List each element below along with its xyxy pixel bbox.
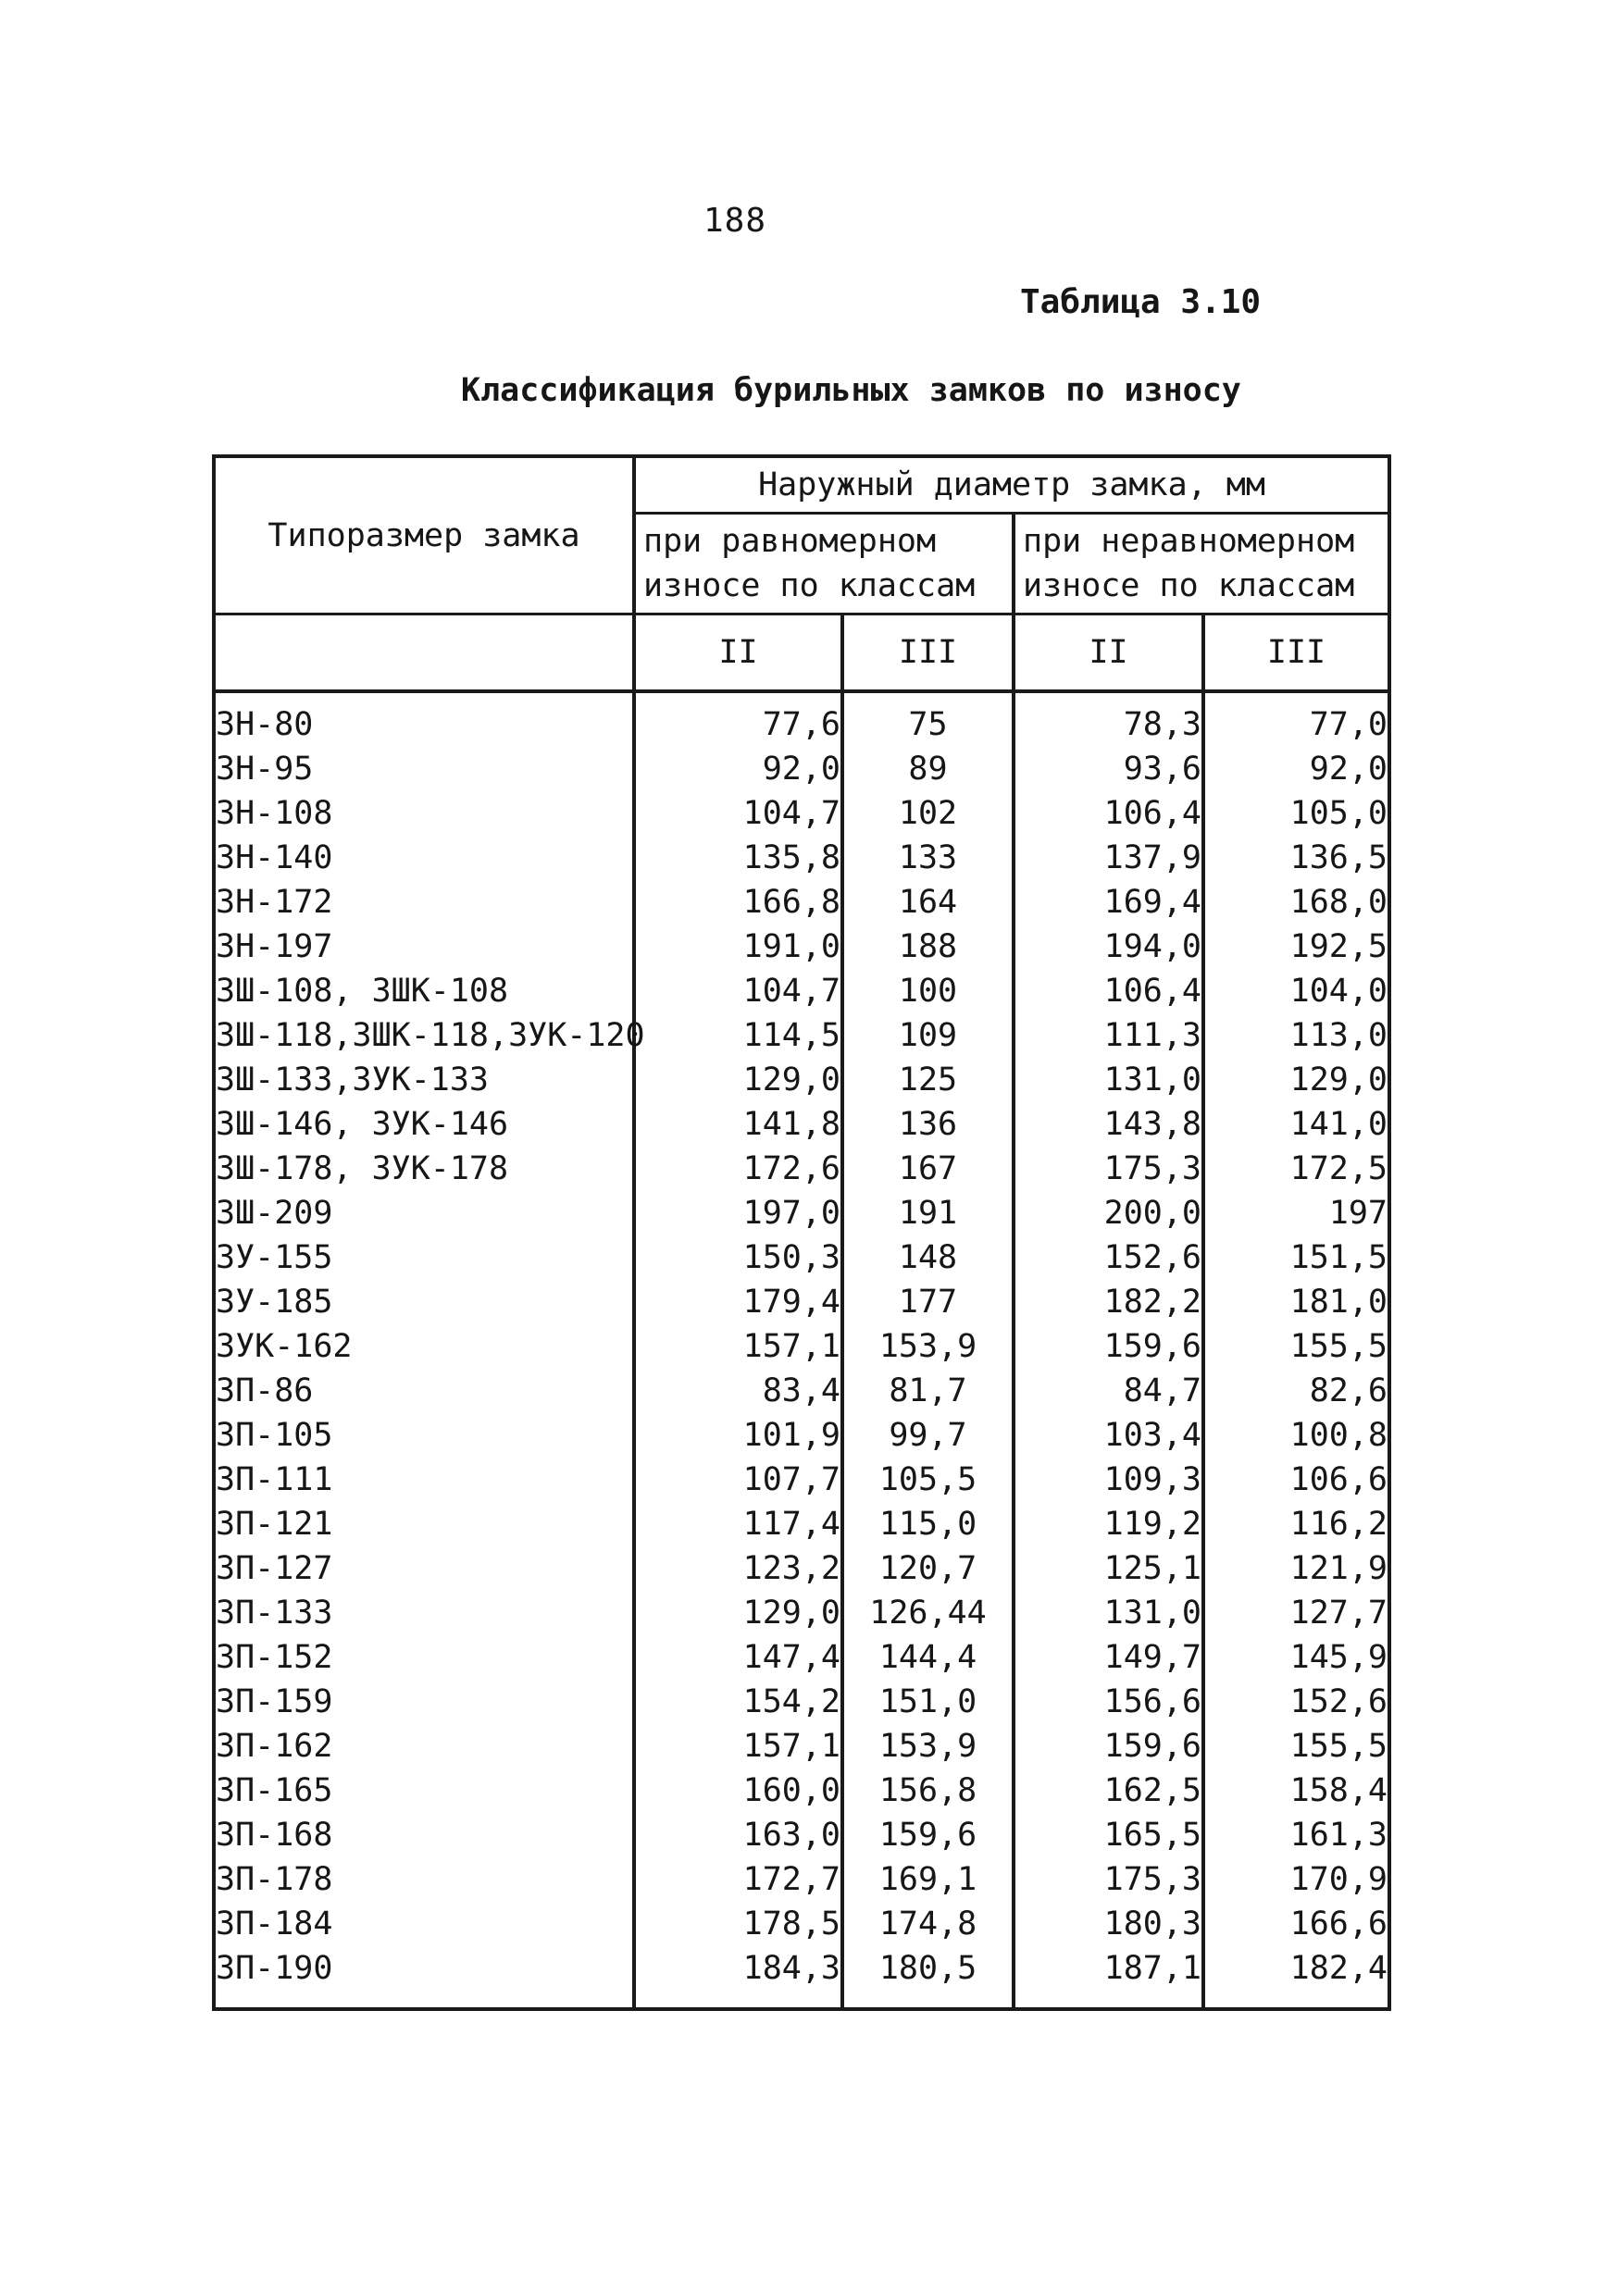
nonuniform-class-3-cell: 82,6 [1203, 1369, 1389, 1413]
uniform-class-3-cell: 133 [842, 836, 1014, 880]
nonuniform-class-3-cell: 168,0 [1203, 880, 1389, 925]
header-lock-size: Типоразмер замка [214, 456, 634, 614]
table-row [214, 1413, 1389, 1458]
nonuniform-class-3-cell: 104,0 [1203, 969, 1389, 1013]
nonuniform-class-2-cell: 152,6 [1014, 1235, 1203, 1280]
table-row [214, 1769, 1389, 1813]
table-row [214, 1280, 1389, 1324]
uniform-class-3-cell: 177 [842, 1280, 1014, 1324]
table-row [214, 1635, 1389, 1680]
nonuniform-class-3-cell: 152,6 [1203, 1680, 1389, 1724]
uniform-class-3-cell: 105,5 [842, 1458, 1014, 1502]
lock-size-cell: ЗП-127 [214, 1546, 634, 1591]
uniform-class-3-cell: 136 [842, 1102, 1014, 1147]
nonuniform-class-3-cell: 136,5 [1203, 836, 1389, 880]
header-uniform-line2: износе по классам [643, 567, 976, 604]
uniform-class-2-cell: 104,7 [634, 791, 842, 836]
uniform-class-2-cell: 179,4 [634, 1280, 842, 1324]
nonuniform-class-3-cell: 192,5 [1203, 925, 1389, 969]
uniform-class-2-cell: 114,5 [634, 1013, 842, 1058]
header-nonuniform-class-2: II [1014, 614, 1203, 692]
uniform-class-2-cell: 160,0 [634, 1769, 842, 1813]
nonuniform-class-3-cell: 182,4 [1203, 1946, 1389, 2009]
nonuniform-class-3-cell: 197 [1203, 1191, 1389, 1235]
lock-size-cell: ЗП-152 [214, 1635, 634, 1680]
header-empty-cell [214, 614, 634, 692]
table-row [214, 1102, 1389, 1147]
lock-size-cell: ЗП-159 [214, 1680, 634, 1724]
lock-size-cell: ЗП-190 [214, 1946, 634, 2009]
uniform-class-2-cell: 172,7 [634, 1857, 842, 1902]
table-row [214, 1191, 1389, 1235]
uniform-class-3-cell: 144,4 [842, 1635, 1014, 1680]
uniform-class-3-cell: 115,0 [842, 1502, 1014, 1546]
uniform-class-3-cell: 153,9 [842, 1724, 1014, 1769]
nonuniform-class-2-cell: 159,6 [1014, 1324, 1203, 1369]
nonuniform-class-3-cell: 141,0 [1203, 1102, 1389, 1147]
header-nonuniform-line2: износе по классам [1023, 567, 1355, 604]
nonuniform-class-3-cell: 158,4 [1203, 1769, 1389, 1813]
nonuniform-class-2-cell: 175,3 [1014, 1857, 1203, 1902]
nonuniform-class-3-cell: 151,5 [1203, 1235, 1389, 1280]
nonuniform-class-2-cell: 137,9 [1014, 836, 1203, 880]
nonuniform-class-2-cell: 156,6 [1014, 1680, 1203, 1724]
uniform-class-2-cell: 166,8 [634, 880, 842, 925]
uniform-class-3-cell: 174,8 [842, 1902, 1014, 1946]
header-uniform-line1: при равномерном [643, 523, 937, 560]
table-label: Таблица 3.10 [1020, 283, 1262, 321]
nonuniform-class-3-cell: 116,2 [1203, 1502, 1389, 1546]
lock-size-cell: ЗП-178 [214, 1857, 634, 1902]
uniform-class-2-cell: 178,5 [634, 1902, 842, 1946]
nonuniform-class-2-cell: 169,4 [1014, 880, 1203, 925]
lock-size-cell: ЗУ-185 [214, 1280, 634, 1324]
lock-size-cell: ЗП-184 [214, 1902, 634, 1946]
nonuniform-class-2-cell: 109,3 [1014, 1458, 1203, 1502]
uniform-class-2-cell: 104,7 [634, 969, 842, 1013]
table-body [214, 691, 1389, 2009]
nonuniform-class-3-cell: 127,7 [1203, 1591, 1389, 1635]
table-row [214, 880, 1389, 925]
uniform-class-2-cell: 172,6 [634, 1147, 842, 1191]
nonuniform-class-2-cell: 194,0 [1014, 925, 1203, 969]
uniform-class-3-cell: 156,8 [842, 1769, 1014, 1813]
table-row [214, 1591, 1389, 1635]
lock-size-cell: ЗП-168 [214, 1813, 634, 1857]
uniform-class-3-cell: 159,6 [842, 1813, 1014, 1857]
table-row [214, 791, 1389, 836]
uniform-class-2-cell: 157,1 [634, 1324, 842, 1369]
lock-size-cell: ЗН-95 [214, 747, 634, 791]
lock-size-cell: ЗУ-155 [214, 1235, 634, 1280]
nonuniform-class-3-cell: 100,8 [1203, 1413, 1389, 1458]
table-row [214, 1147, 1389, 1191]
uniform-class-3-cell: 100 [842, 969, 1014, 1013]
nonuniform-class-3-cell: 170,9 [1203, 1857, 1389, 1902]
uniform-class-3-cell: 109 [842, 1013, 1014, 1058]
nonuniform-class-3-cell: 161,3 [1203, 1813, 1389, 1857]
uniform-class-3-cell: 167 [842, 1147, 1014, 1191]
header-uniform-class-3: III [842, 614, 1014, 692]
table-row [214, 747, 1389, 791]
lock-size-cell: ЗП-105 [214, 1413, 634, 1458]
table-row [214, 1724, 1389, 1769]
nonuniform-class-2-cell: 106,4 [1014, 791, 1203, 836]
nonuniform-class-2-cell: 103,4 [1014, 1413, 1203, 1458]
table-row [214, 1902, 1389, 1946]
nonuniform-class-2-cell: 200,0 [1014, 1191, 1203, 1235]
uniform-class-3-cell: 169,1 [842, 1857, 1014, 1902]
nonuniform-class-2-cell: 143,8 [1014, 1102, 1203, 1147]
table-row [214, 1546, 1389, 1591]
table-row [214, 1235, 1389, 1280]
header-nonuniform-line1: при неравномерном [1023, 523, 1355, 560]
table-row [214, 836, 1389, 880]
table-row [214, 1946, 1389, 2009]
uniform-class-2-cell: 77,6 [634, 691, 842, 747]
uniform-class-2-cell: 163,0 [634, 1813, 842, 1857]
uniform-class-2-cell: 129,0 [634, 1591, 842, 1635]
uniform-class-2-cell: 141,8 [634, 1102, 842, 1147]
uniform-class-2-cell: 117,4 [634, 1502, 842, 1546]
uniform-class-2-cell: 157,1 [634, 1724, 842, 1769]
nonuniform-class-2-cell: 93,6 [1014, 747, 1203, 791]
uniform-class-2-cell: 107,7 [634, 1458, 842, 1502]
header-nonuniform-class-3: III [1203, 614, 1389, 692]
nonuniform-class-2-cell: 149,7 [1014, 1635, 1203, 1680]
header-uniform-class-2: II [634, 614, 842, 692]
uniform-class-2-cell: 150,3 [634, 1235, 842, 1280]
lock-size-cell: ЗШ-178, ЗУК-178 [214, 1147, 634, 1191]
uniform-class-2-cell: 83,4 [634, 1369, 842, 1413]
lock-size-cell: ЗН-172 [214, 880, 634, 925]
uniform-class-3-cell: 151,0 [842, 1680, 1014, 1724]
table-row [214, 1369, 1389, 1413]
nonuniform-class-3-cell: 105,0 [1203, 791, 1389, 836]
lock-size-cell: ЗП-121 [214, 1502, 634, 1546]
lock-size-cell: ЗШ-133,ЗУК-133 [214, 1058, 634, 1102]
nonuniform-class-3-cell: 172,5 [1203, 1147, 1389, 1191]
nonuniform-class-2-cell: 187,1 [1014, 1946, 1203, 2009]
nonuniform-class-2-cell: 182,2 [1014, 1280, 1203, 1324]
uniform-class-2-cell: 101,9 [634, 1413, 842, 1458]
lock-size-cell: ЗН-108 [214, 791, 634, 836]
lock-size-cell: ЗП-86 [214, 1369, 634, 1413]
nonuniform-class-3-cell: 145,9 [1203, 1635, 1389, 1680]
nonuniform-class-2-cell: 119,2 [1014, 1502, 1203, 1546]
table-row [214, 1058, 1389, 1102]
nonuniform-class-3-cell: 77,0 [1203, 691, 1389, 747]
lock-size-cell: ЗП-111 [214, 1458, 634, 1502]
uniform-class-2-cell: 147,4 [634, 1635, 842, 1680]
uniform-class-3-cell: 188 [842, 925, 1014, 969]
uniform-class-3-cell: 125 [842, 1058, 1014, 1102]
uniform-class-2-cell: 191,0 [634, 925, 842, 969]
nonuniform-class-3-cell: 181,0 [1203, 1280, 1389, 1324]
lock-size-cell: ЗП-162 [214, 1724, 634, 1769]
uniform-class-3-cell: 148 [842, 1235, 1014, 1280]
uniform-class-2-cell: 92,0 [634, 747, 842, 791]
table-row [214, 925, 1389, 969]
table-row [214, 691, 1389, 747]
lock-size-cell: ЗН-197 [214, 925, 634, 969]
uniform-class-3-cell: 89 [842, 747, 1014, 791]
nonuniform-class-2-cell: 175,3 [1014, 1147, 1203, 1191]
lock-size-cell: ЗУК-162 [214, 1324, 634, 1369]
table-row [214, 1013, 1389, 1058]
nonuniform-class-2-cell: 125,1 [1014, 1546, 1203, 1591]
wear-classification-table [212, 454, 1391, 2011]
uniform-class-3-cell: 102 [842, 791, 1014, 836]
uniform-class-3-cell: 180,5 [842, 1946, 1014, 2009]
table-row [214, 969, 1389, 1013]
nonuniform-class-3-cell: 92,0 [1203, 747, 1389, 791]
nonuniform-class-2-cell: 131,0 [1014, 1058, 1203, 1102]
table-row [214, 1324, 1389, 1369]
uniform-class-3-cell: 75 [842, 691, 1014, 747]
uniform-class-3-cell: 153,9 [842, 1324, 1014, 1369]
uniform-class-2-cell: 154,2 [634, 1680, 842, 1724]
table-row [214, 1680, 1389, 1724]
nonuniform-class-2-cell: 180,3 [1014, 1902, 1203, 1946]
uniform-class-3-cell: 164 [842, 880, 1014, 925]
nonuniform-class-2-cell: 159,6 [1014, 1724, 1203, 1769]
table-title: Классификация бурильных замков по износу [461, 372, 1241, 409]
uniform-class-3-cell: 81,7 [842, 1369, 1014, 1413]
header-nonuniform-wear [1014, 514, 1389, 614]
header-outer-diameter: Наружный диаметр замка, мм [634, 456, 1389, 514]
nonuniform-class-3-cell: 155,5 [1203, 1324, 1389, 1369]
nonuniform-class-3-cell: 155,5 [1203, 1724, 1389, 1769]
nonuniform-class-3-cell: 129,0 [1203, 1058, 1389, 1102]
lock-size-cell: ЗП-133 [214, 1591, 634, 1635]
uniform-class-3-cell: 99,7 [842, 1413, 1014, 1458]
nonuniform-class-2-cell: 131,0 [1014, 1591, 1203, 1635]
uniform-class-2-cell: 197,0 [634, 1191, 842, 1235]
lock-size-cell: ЗН-140 [214, 836, 634, 880]
lock-size-cell: ЗН-80 [214, 691, 634, 747]
nonuniform-class-2-cell: 165,5 [1014, 1813, 1203, 1857]
lock-size-cell: ЗШ-118,ЗШК-118,ЗУК-120 [214, 1013, 634, 1058]
uniform-class-3-cell: 191 [842, 1191, 1014, 1235]
lock-size-cell: ЗШ-108, ЗШК-108 [214, 969, 634, 1013]
table-row [214, 1857, 1389, 1902]
table-row [214, 1458, 1389, 1502]
lock-size-cell: ЗШ-146, ЗУК-146 [214, 1102, 634, 1147]
table-row [214, 1813, 1389, 1857]
page-number: 188 [703, 202, 767, 240]
uniform-class-2-cell: 184,3 [634, 1946, 842, 2009]
lock-size-cell: ЗШ-209 [214, 1191, 634, 1235]
nonuniform-class-2-cell: 111,3 [1014, 1013, 1203, 1058]
nonuniform-class-2-cell: 162,5 [1014, 1769, 1203, 1813]
nonuniform-class-3-cell: 166,6 [1203, 1902, 1389, 1946]
uniform-class-2-cell: 123,2 [634, 1546, 842, 1591]
uniform-class-2-cell: 135,8 [634, 836, 842, 880]
nonuniform-class-2-cell: 78,3 [1014, 691, 1203, 747]
uniform-class-2-cell: 129,0 [634, 1058, 842, 1102]
lock-size-cell: ЗП-165 [214, 1769, 634, 1813]
nonuniform-class-2-cell: 106,4 [1014, 969, 1203, 1013]
nonuniform-class-3-cell: 106,6 [1203, 1458, 1389, 1502]
header-uniform-wear [634, 514, 1014, 614]
nonuniform-class-3-cell: 113,0 [1203, 1013, 1389, 1058]
uniform-class-3-cell: 120,7 [842, 1546, 1014, 1591]
nonuniform-class-3-cell: 121,9 [1203, 1546, 1389, 1591]
table-row [214, 1502, 1389, 1546]
nonuniform-class-2-cell: 84,7 [1014, 1369, 1203, 1413]
uniform-class-3-cell: 126,44 [842, 1591, 1014, 1635]
